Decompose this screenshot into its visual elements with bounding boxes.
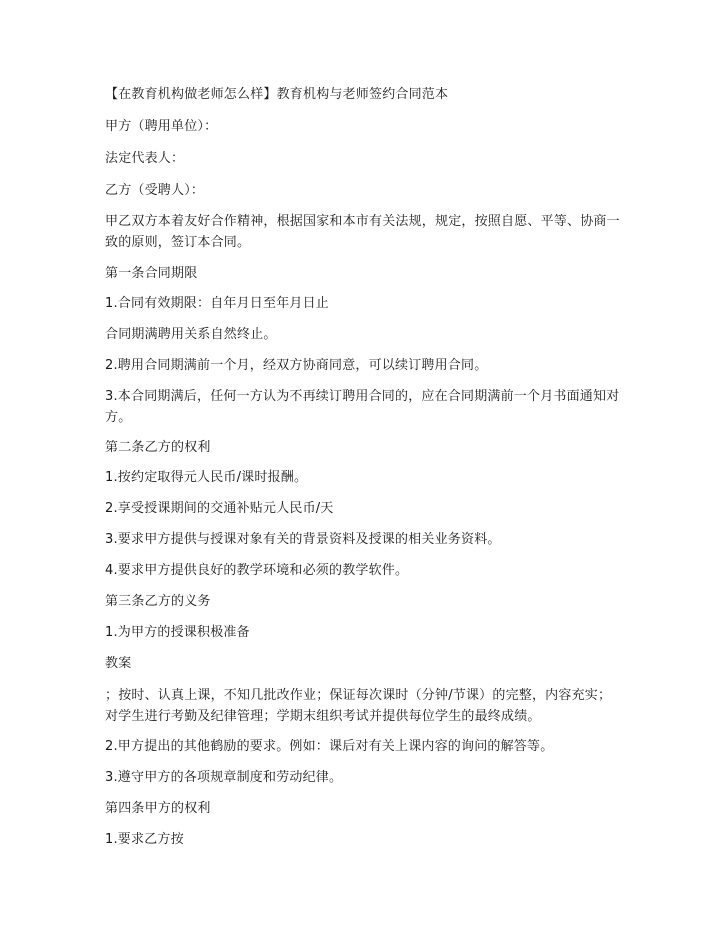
heading-article-2: 第二条乙方的权利 bbox=[105, 440, 211, 455]
paragraph-require-b: 1.要求乙方按 bbox=[105, 832, 184, 847]
paragraph-party-a: 甲方（聘用单位）： bbox=[105, 119, 218, 134]
paragraph-transport: 2.享受授课期间的交通补贴元人民币/天 bbox=[105, 501, 334, 516]
heading-article-4: 第四条甲方的权利 bbox=[105, 801, 211, 816]
paragraph-notice: 3.本合同期满后，任何一方认为不再续订聘用合同的，应在合同期满前一个月书面通知对方。 bbox=[105, 389, 620, 425]
document-title: 【在教育机构做老师怎么样】教育机构与老师签约合同范本 bbox=[105, 87, 449, 102]
paragraph-term: 1.合同有效期限：自年月日至年月日止 bbox=[105, 296, 330, 311]
paragraph-environment: 4.要求甲方提供良好的教学环境和必须的教学软件。 bbox=[105, 563, 409, 578]
paragraph-party-b: 乙方（受聘人）： bbox=[105, 183, 205, 198]
paragraph-other-requests: 2.甲方提出的其他鹤励的要求。例如：课后对有关上课内容的询问的解答等。 bbox=[105, 739, 554, 754]
paragraph-prepare: 1.为甲方的授课积极准备 bbox=[105, 625, 250, 640]
paragraph-renewal: 2.聘用合同期满前一个月，经双方协商同意，可以续订聘用合同。 bbox=[105, 358, 488, 373]
paragraph-remuneration: 1.按约定取得元人民币/课时报酬。 bbox=[105, 470, 308, 485]
paragraph-legal-rep: 法定代表人： bbox=[105, 151, 185, 166]
paragraph-duties: ；按时、认真上课，不知几批改作业；保证每次课时（分钟/节课）的完整，内容充实；对学生进行考勤及纪律管理；学期末组织考试并提供每位学生的最终成绩。 bbox=[105, 688, 612, 724]
paragraph-materials: 3.要求甲方提供与授课对象有关的背景资料及授课的相关业务资料。 bbox=[105, 532, 501, 547]
heading-article-1: 第一条合同期限 bbox=[105, 266, 198, 281]
heading-article-3: 第三条乙方的义务 bbox=[105, 594, 211, 609]
paragraph-rules: 3.遵守甲方的各项规章制度和劳动纪律。 bbox=[105, 770, 343, 785]
paragraph-lesson-plan: 教案 bbox=[105, 656, 132, 671]
paragraph-termination: 合同期满聘用关系自然终止。 bbox=[105, 327, 277, 342]
paragraph-preamble: 甲乙双方本着友好合作精神，根据国家和本市有关法规，规定，按照自愿、平等、协商一致的原则，签订本合同。 bbox=[105, 214, 620, 250]
